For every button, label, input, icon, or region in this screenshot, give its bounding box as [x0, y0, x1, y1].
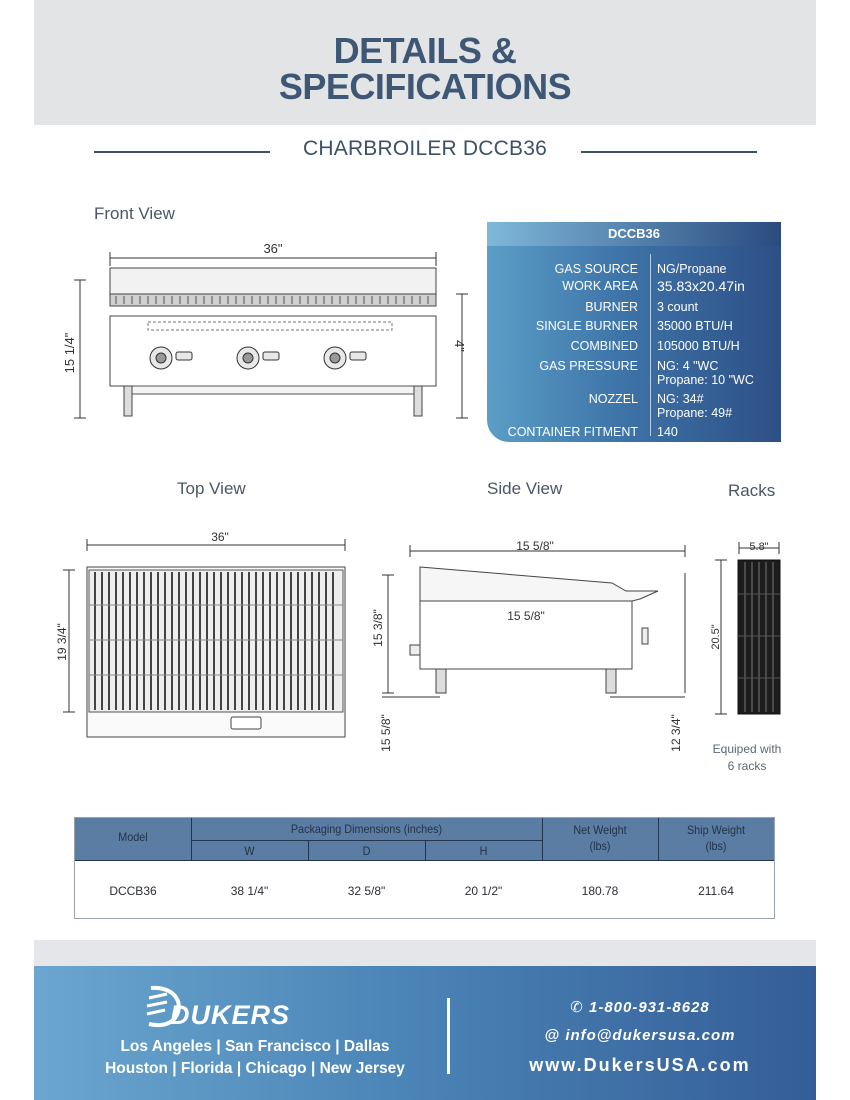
side-view-label: Side View: [487, 479, 563, 498]
footer-cities-line2: Houston | Florida | Chicago | New Jersey: [105, 1060, 405, 1077]
spec-panel: DCCB36 GAS SOURCE NG/Propane WORK AREA 35.83x20.47in BURNER 3 count SINGLE BURNER 35000 BTU/H COMBINED 105000 BTU/H GAS PRESSURE NG: 4 "WC Propane: 10 "WC NOZZEL NG: 34# Propane: 49# CONTAINER FITMENT 140: [487, 222, 781, 442]
phone-icon: ✆: [570, 999, 589, 1016]
top-width-dim: 36": [211, 530, 229, 544]
col-ship: Ship Weight: [686, 823, 746, 837]
front-view-label: Front View: [94, 204, 175, 223]
top-depth-dim: 19 3/4": [55, 623, 69, 661]
packaging-table: [74, 817, 775, 919]
footer-phone[interactable]: ✆ 1-800-931-8628: [570, 999, 710, 1016]
page-title-line1: DETAILS &: [333, 30, 517, 71]
front-width-dim: 36": [263, 241, 283, 256]
spec-divider: [650, 254, 651, 436]
table-cell-d: 32 5/8": [347, 884, 386, 898]
col-d: D: [362, 844, 371, 858]
side-left-upper-dim: 15 3/8": [371, 609, 385, 647]
racks-drawing: [705, 534, 795, 719]
col-packaging: Packaging Dimensions (inches): [290, 822, 443, 836]
table-cell-net: 180.78: [581, 884, 619, 898]
side-view-drawing: [371, 533, 700, 763]
footer-cities-line1: Los Angeles | San Francisco | Dallas: [120, 1038, 390, 1055]
spec-panel-title: DCCB36: [487, 222, 781, 246]
col-w: W: [244, 844, 255, 858]
brand-logo: DUKERS: [170, 1000, 291, 1030]
footer-email[interactable]: @ info@dukersusa.com: [544, 1027, 736, 1044]
side-top-dim: 15 5/8": [516, 539, 554, 553]
front-height-dim: 15 1/4": [62, 332, 77, 374]
footer-separator: [447, 998, 450, 1074]
footer-top-band: [34, 940, 816, 966]
side-mid-dim: 15 5/8": [507, 609, 545, 623]
rack-width-dim: 5.8": [749, 541, 769, 553]
col-ship-unit: (lbs): [705, 839, 727, 853]
table-cell-ship: 211.64: [698, 884, 734, 898]
top-view-label: Top View: [177, 479, 246, 498]
racks-label: Racks: [728, 481, 776, 500]
page-title-line2: SPECIFICATIONS: [278, 66, 572, 107]
col-h: H: [479, 844, 488, 858]
table-cell-w: 38 1/4": [230, 884, 269, 898]
footer-website-link[interactable]: www.DukersUSA.com: [529, 1055, 751, 1075]
col-model: Model: [118, 830, 148, 844]
table-cell-h: 20 1/2": [464, 884, 503, 898]
side-left-lower-dim: 15 5/8": [379, 714, 393, 752]
racks-note: Equiped with 6 racks: [712, 742, 782, 773]
subtitle-rule-right: [581, 151, 757, 153]
table-cell-model: DCCB36: [109, 884, 157, 898]
rack-length-dim: 20.5": [710, 624, 722, 650]
at-icon: @: [544, 1027, 566, 1044]
header-banner: [34, 0, 816, 125]
side-right-lower-dim: 12 3/4": [669, 714, 683, 752]
col-net: Net Weight: [573, 823, 627, 837]
product-subtitle: CHARBROILER DCCB36: [303, 137, 547, 160]
front-leg-dim: 4": [452, 340, 467, 352]
top-view-drawing: [55, 525, 355, 740]
col-net-unit: (lbs): [589, 839, 611, 853]
front-view-drawing: [58, 238, 473, 428]
